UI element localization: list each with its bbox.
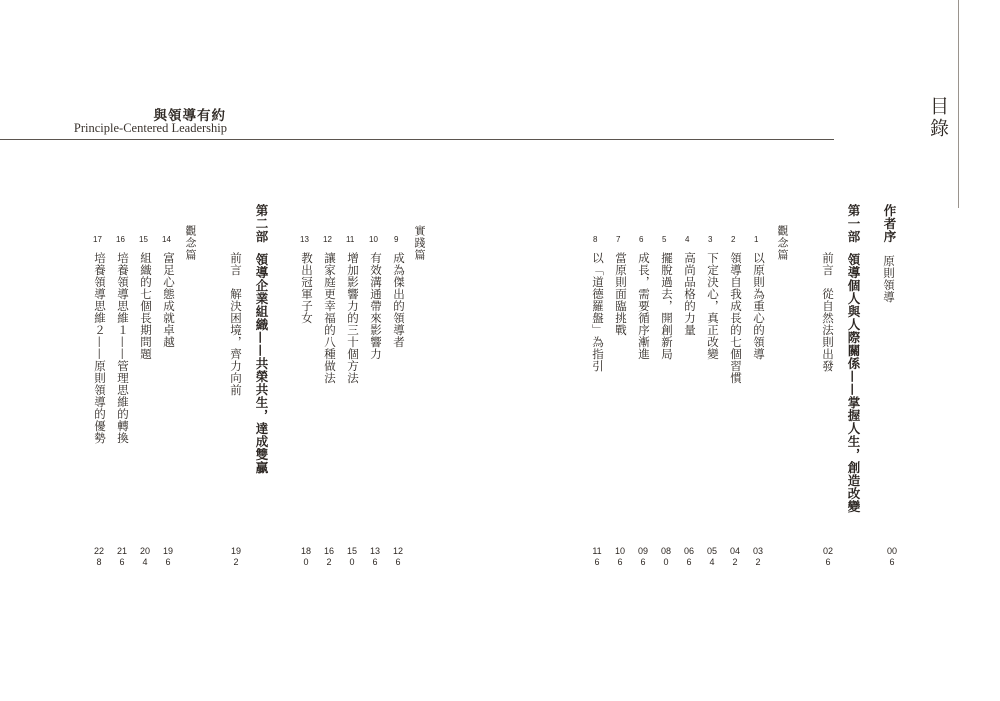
page-number: 162	[323, 546, 334, 567]
chapter-number: 15	[139, 235, 148, 244]
part1-label: 第一部	[846, 204, 861, 243]
chapter-number: 11	[346, 235, 355, 244]
chapter-title[interactable]: 高尚品格的力量	[683, 252, 697, 336]
page-number: 192	[230, 546, 241, 567]
chapter-title[interactable]: 以「道德羅盤」為指引	[591, 252, 605, 372]
section-label-concept: 觀念篇	[184, 225, 197, 261]
chapter-number: 16	[116, 235, 125, 244]
part1-heading[interactable]	[846, 204, 860, 513]
part1-title: 領導個人與人際關係——掌握人生，創造改變	[846, 253, 861, 513]
preface-entry[interactable]	[882, 204, 896, 303]
page-number: 066	[683, 546, 694, 567]
page-number: 196	[162, 546, 173, 567]
part1-intro[interactable]: 前言 從自然法則出發	[821, 252, 835, 372]
chapter-number: 2	[731, 235, 736, 244]
chapter-title[interactable]: 當原則面臨挑戰	[614, 252, 628, 336]
header-rule	[0, 139, 834, 140]
page-number: 216	[116, 546, 127, 567]
book-title-english: Principle-Centered Leadership	[73, 121, 227, 135]
chapter-title[interactable]: 教出冠軍子女	[300, 252, 314, 324]
page-number: 026	[822, 546, 833, 567]
page-number: 228	[93, 546, 104, 567]
chapter-title[interactable]: 增加影響力的三十個方法	[346, 252, 360, 384]
chapter-title[interactable]: 培養領導思維１——管理思維的轉換	[116, 252, 130, 444]
page-number: 054	[706, 546, 717, 567]
chapter-number: 8	[593, 235, 598, 244]
part2-title: 領導企業組織——共榮共生，達成雙贏	[254, 253, 269, 474]
page-number: 006	[886, 546, 897, 567]
chapter-number: 14	[162, 235, 171, 244]
page-number: 126	[392, 546, 403, 567]
page-number: 032	[752, 546, 763, 567]
chapter-title[interactable]: 以原則為重心的領導	[752, 252, 766, 360]
chapter-title[interactable]: 培養領導思維２——原則領導的優勢	[93, 252, 107, 444]
chapter-number: 12	[323, 235, 332, 244]
preface-label: 作者序	[882, 204, 897, 243]
chapter-number: 7	[616, 235, 621, 244]
page-number: 180	[300, 546, 311, 567]
page-number: 116	[592, 546, 602, 567]
book-title-chinese: 與領導有約	[153, 108, 226, 124]
section-label-practice: 實踐篇	[413, 225, 426, 261]
part2-intro[interactable]: 前言 解決困境，齊力向前	[229, 252, 243, 396]
toc-heading: 目錄	[927, 96, 949, 140]
page-number: 042	[729, 546, 740, 567]
page-number: 096	[637, 546, 648, 567]
section-label-concept: 觀念篇	[776, 225, 789, 261]
page-number: 204	[139, 546, 150, 567]
chapter-number: 6	[639, 235, 644, 244]
chapter-number: 3	[708, 235, 713, 244]
chapter-number: 17	[93, 235, 102, 244]
chapter-title[interactable]: 成長，需要循序漸進	[637, 252, 651, 360]
chapter-number: 4	[685, 235, 690, 244]
chapter-number: 13	[300, 235, 309, 244]
chapter-title[interactable]: 成為傑出的領導者	[392, 252, 406, 348]
chapter-number: 9	[394, 235, 399, 244]
chapter-number: 1	[754, 235, 759, 244]
chapter-title[interactable]: 富足心態成就卓越	[162, 252, 176, 348]
chapter-title[interactable]: 擺脫過去，開創新局	[660, 252, 674, 360]
chapter-number: 10	[369, 235, 378, 244]
chapter-title[interactable]: 有效溝通帶來影響力	[369, 252, 383, 360]
chapter-title[interactable]: 下定決心，真正改變	[706, 252, 720, 360]
part2-heading[interactable]	[254, 204, 268, 474]
page-edge-line	[958, 0, 959, 208]
chapter-title[interactable]: 讓家庭更幸福的八種做法	[323, 252, 337, 384]
chapter-number: 5	[662, 235, 667, 244]
page-number: 136	[369, 546, 380, 567]
chapter-title[interactable]: 組織的七個長期問題	[139, 252, 153, 360]
page-number: 080	[660, 546, 671, 567]
page-number: 150	[346, 546, 357, 567]
part2-label: 第二部	[254, 204, 269, 243]
preface-title: 原則領導	[882, 255, 896, 303]
page-number: 106	[614, 546, 625, 567]
chapter-title[interactable]: 領導自我成長的七個習慣	[729, 252, 743, 384]
